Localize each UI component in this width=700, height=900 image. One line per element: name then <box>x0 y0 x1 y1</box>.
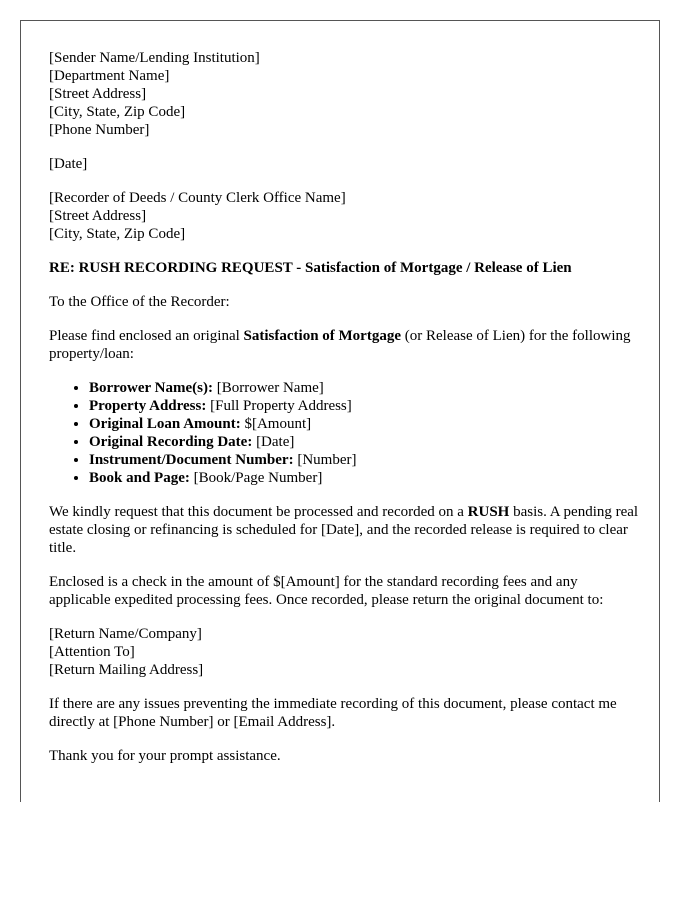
rush-text-bold: RUSH <box>467 504 510 520</box>
return-mailing: [Return Mailing Address] <box>49 662 204 678</box>
letter-page <box>20 20 660 802</box>
letter-content <box>49 49 639 781</box>
list-item <box>89 451 639 469</box>
rush-paragraph <box>49 503 639 557</box>
detail-value: [Book/Page Number] <box>189 470 323 486</box>
recipient-street: [Street Address] <box>49 208 147 224</box>
recipient-city-state-zip: [City, State, Zip Code] <box>49 226 186 242</box>
detail-value: [Date] <box>252 434 295 450</box>
sender-street: [Street Address] <box>49 86 147 102</box>
return-name: [Return Name/Company] <box>49 626 202 642</box>
detail-label: Book and Page: <box>89 470 190 486</box>
sender-block <box>49 49 639 139</box>
recipient-office: [Recorder of Deeds / County Clerk Office Name] <box>49 190 346 206</box>
sender-name: [Sender Name/Lending Institution] <box>49 50 260 66</box>
list-item <box>89 397 639 415</box>
detail-label: Property Address: <box>89 398 207 414</box>
date-block <box>49 155 639 173</box>
salutation: To the Office of the Recorder: <box>49 294 230 310</box>
return-address-block <box>49 625 639 679</box>
rush-text-after: basis. A pending real estate closing or refinancing is scheduled for [Date], and the recorded release is required to clear title. <box>49 504 639 556</box>
list-item <box>89 379 639 397</box>
intro-text-after: (or Release of Lien) for the following property/loan: <box>49 328 631 362</box>
intro-text-bold: Satisfaction of Mortgage <box>243 328 401 344</box>
detail-label: Original Loan Amount: <box>89 416 241 432</box>
sender-city-state-zip: [City, State, Zip Code] <box>49 104 186 120</box>
issues-paragraph: If there are any issues preventing the immediate recording of this document, please contact me directly at [Phone Number] or [Email Address]. <box>49 696 617 730</box>
subject-line: RE: RUSH RECORDING REQUEST - Satisfaction of Mortgage / Release of Lien <box>49 260 572 276</box>
intro-text-before: Please find enclosed an original <box>49 328 244 344</box>
list-item <box>89 415 639 433</box>
detail-label: Original Recording Date: <box>89 434 253 450</box>
detail-label: Borrower Name(s): <box>89 380 213 396</box>
detail-value: [Full Property Address] <box>206 398 352 414</box>
detail-value: [Number] <box>293 452 357 468</box>
sender-phone: [Phone Number] <box>49 122 150 138</box>
fees-paragraph: Enclosed is a check in the amount of $[Amount] for the standard recording fees and any applicable expedited processing fees. Once recorded, please return the original document to: <box>49 574 604 608</box>
detail-value: $[Amount] <box>240 416 312 432</box>
detail-label: Instrument/Document Number: <box>89 452 294 468</box>
return-attention: [Attention To] <box>49 644 135 660</box>
loan-details-list <box>49 379 639 487</box>
intro-paragraph <box>49 327 639 363</box>
list-item <box>89 433 639 451</box>
sender-department: [Department Name] <box>49 68 170 84</box>
detail-value: [Borrower Name] <box>212 380 324 396</box>
rush-text-before: We kindly request that this document be processed and recorded on a <box>49 504 468 520</box>
closing-line: Thank you for your prompt assistance. <box>49 748 281 764</box>
list-item <box>89 469 639 487</box>
letter-date: [Date] <box>49 156 88 172</box>
recipient-block <box>49 189 639 243</box>
